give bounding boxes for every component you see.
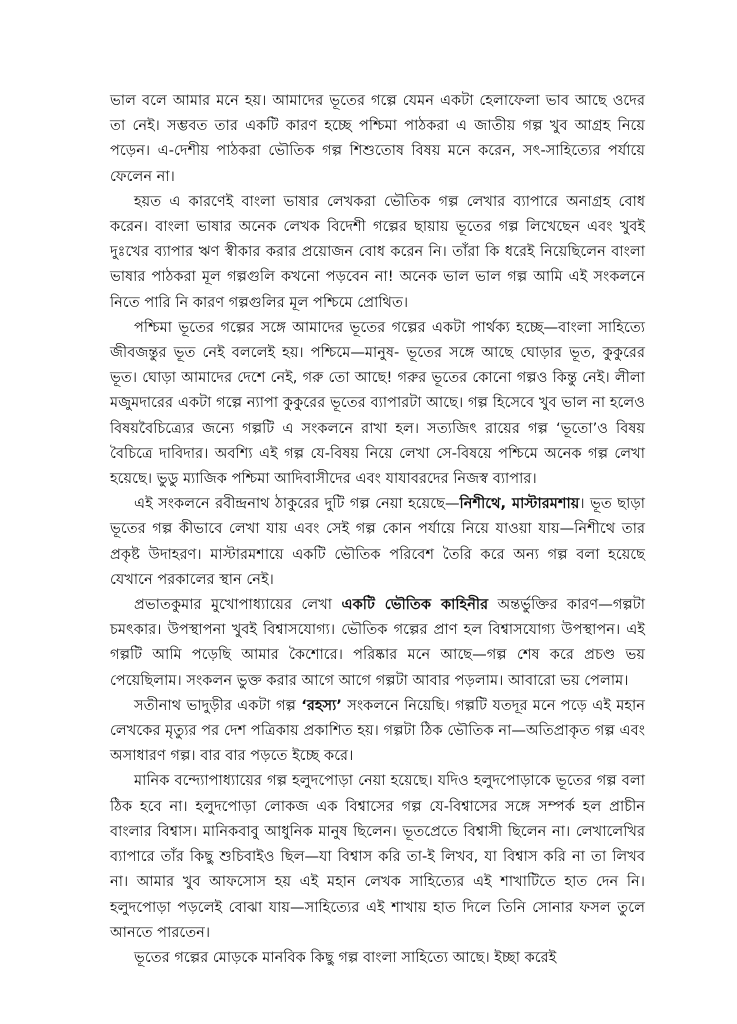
paragraph-8 — [110, 945, 645, 970]
paragraph-6-story-title: ‘রহস্য’ — [301, 696, 342, 714]
paragraph-2 — [110, 189, 645, 315]
paragraph-6-text-b: সংকলনে নিয়েছি। গল্পটি যতদূর মনে পড়ে এই মহান লেখকের মৃত্যুর পর দেশ পত্রিকায় প্রকাশিত হয়। গল্পটা ঠিক ভৌতিক না—অতিপ্রাকৃত গল্প এবং অসাধারণ গল্প। বার বার পড়তে ইচ্ছে করে। — [110, 696, 646, 765]
paragraph-3 — [110, 315, 645, 491]
paragraph-5-story-title: একটি ভৌতিক কাহিনীর — [341, 596, 489, 614]
paragraph-2-text: হয়ত এ কারণেই বাংলা ভাষার লেখকরা ভৌতিক গল্প লেখার ব্যাপারে অনাগ্রহ বোধ করেন। বাংলা ভাষার অনেক লেখক বিদেশী গল্পের ছায়ায় ভূতের গল্প লিখেছেন এবং খুবই দুঃখের ব্যাপার ঋণ স্বীকার করার প্রয়োজন বোধ করেন নি। তাঁরা কি ধরেই নিয়েছিলেন বাংলা ভাষার পাঠকরা মূল গল্পগুলি কখনো পড়বেন না! অনেক ভাল ভাল গল্প আমি এই সংকলনে নিতে পারি নি কারণ গল্পগুলির মূল পশ্চিমে প্রোথিত। — [110, 192, 645, 311]
paragraph-4 — [110, 491, 645, 592]
paragraph-7-text: মানিক বন্দ্যোপাধ্যায়ের গল্প হলুদপোড়া নেয়া হয়েছে। যদিও হলুদপোড়াকে ভূতের গল্প বলা ঠিক হবে না। হলুদপোড়া লোকজ এক বিশ্বাসের গল্প যে-বিশ্বাসের সঙ্গে সম্পর্ক হল প্রাচীন বাংলার বিশ্বাস। মানিকবাবু আধুনিক মানুষ ছিলেন। ভূতপ্রেতে বিশ্বাসী ছিলেন না। লেখালেখির ব্যাপারে তাঁর কিছু শুচিবাইও ছিল—যা বিশ্বাস করি তা-ই লিখব, যা বিশ্বাস করি না তা লিখব না। আমার খুব আফসোস হয় এই মহান লেখক সাহিত্যের এই শাখাটিতে হাত দেন নি। হলুদপোড়া পড়লেই বোঝা যায়—সাহিত্যের এই শাখায় হাত দিলে তিনি সোনার ফসল তুলে আনতে পারতেন। — [110, 772, 645, 941]
paragraph-8-text: ভূতের গল্পের মোড়কে মানবিক কিছু গল্প বাংলা সাহিত্যে আছে। ইচ্ছা করেই — [134, 948, 557, 966]
paragraph-7 — [110, 768, 645, 944]
paragraph-5 — [110, 592, 645, 693]
paragraph-4-story-titles: নিশীথে, মাস্টারমশায় — [459, 495, 580, 513]
paragraph-6 — [110, 693, 645, 769]
paragraph-6-text-a: সতীনাথ ভাদুড়ীর একটা গল্প — [134, 696, 302, 714]
paragraph-3-text: পশ্চিমা ভূতের গল্পের সঙ্গে আমাদের ভূতের গল্পের একটা পার্থক্য হচ্ছে—বাংলা সাহিত্যে জীবজন্তুর ভূত নেই বললেই হয়। পশ্চিমে—মানুষ- ভূতের সঙ্গে আছে ঘোড়ার ভূত, কুকুরের ভূত। ঘোড়া আমাদের দেশে নেই, গরু তো আছে! গরুর ভূতের কোনো গল্পও কিন্তু নেই। লীলা মজুমদারের একটা গল্পে ন্যাপা কুকুরের ভূতের ব্যাপারটা আছে। গল্প হিসেবে খুব ভাল না হলেও বিষয়বৈচিত্র্যের জন্যে গল্পটি এ সংকলনে রাখা হল। সত্যজিৎ রায়ের গল্প ‘ভূতো’ও বিষয় বৈচিত্রে দাবিদার। অবশ্যি এই গল্প যে-বিষয় নিয়ে লেখা সে-বিষয়ে পশ্চিমে অনেক গল্প লেখা হয়েছে। ভুডু ম্যাজিক পশ্চিমা আদিবাসীদের এবং যাযাবরদের নিজস্ব ব্যাপার। — [110, 318, 645, 488]
paragraph-1-text: ভাল বলে আমার মনে হয়। আমাদের ভূতের গল্পে যেমন একটা হেলাফেলা ভাব আছে ওদের তা নেই। সম্ভবত তার একটি কারণ হচ্ছে পশ্চিমা পাঠকরা এ জাতীয় গল্প খুব আগ্রহ নিয়ে পড়েন। এ-দেশীয় পাঠকরা ভৌতিক গল্প শিশুতোষ বিষয় মনে করেন, সৎ-সাহিত্যের পর্যায়ে ফেলেন না। — [110, 92, 645, 185]
book-page — [110, 88, 645, 970]
paragraph-5-text-b: অন্তর্ভুক্তির কারণ—গল্পটা চমৎকার। উপস্থাপনা খুবই বিশ্বাসযোগ্য। ভৌতিক গল্পের প্রাণ হল বিশ্বাসযোগ্য উপস্থাপন। এই গল্পটি আমি পড়েছি আমার কৈশোরে। পরিষ্কার মনে আছে—গল্প শেষ করে প্রচণ্ড ভয় পেয়েছিলাম। সংকলন ভুক্ত করার আগে আগে গল্পটা আবার পড়লাম। আবারো ভয় পেলাম। — [110, 596, 645, 689]
paragraph-5-text-a: প্রভাতকুমার মুখোপাধ্যায়ের লেখা — [134, 596, 342, 614]
paragraph-4-text-b: । ভূত ছাড়া ভূতের গল্প কীভাবে লেখা যায় এবং সেই গল্প কোন পর্যায়ে নিয়ে যাওয়া যায়—নিশীথে তার প্রকৃষ্ট উদাহরণ। মাস্টারমশায়ে একটি ভৌতিক পরিবেশ তৈরি করে অন্য গল্প বলা হয়েছে যেখানে পরকালের স্থান নেই। — [110, 495, 645, 588]
paragraph-4-text-a: এই সংকলনে রবীন্দ্রনাথ ঠাকুরের দুটি গল্প নেয়া হয়েছে— — [134, 495, 460, 513]
paragraph-1 — [110, 88, 645, 189]
